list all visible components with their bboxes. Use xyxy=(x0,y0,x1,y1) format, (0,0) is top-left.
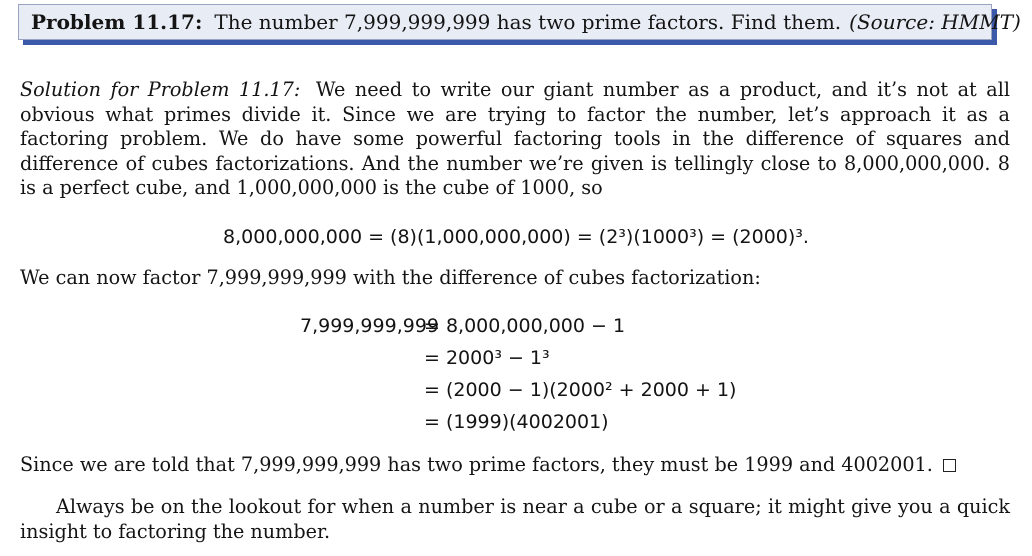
transition-text: We can now factor 7,999,999,999 with the difference of cubes factorization: xyxy=(20,266,761,289)
problem-label: Problem 11.17: xyxy=(31,10,203,34)
qed-square-icon xyxy=(943,459,956,472)
solution-lead: Solution for Problem 11.17: xyxy=(20,78,301,101)
factorization-step xyxy=(300,374,736,406)
equation-cube: 8,000,000,000 = (8)(1,000,000,000) = (2³)(1000³) = (2000)³. xyxy=(223,226,809,248)
solution-intro xyxy=(20,78,1010,201)
conclusion xyxy=(20,453,1010,478)
problem-box xyxy=(18,4,1021,40)
tip-paragraph: Always be on the lookout for when a number is near a cube or a square; it might give you a quick insight to factoring the number. xyxy=(20,495,1010,543)
conclusion-text: Since we are told that 7,999,999,999 has two prime factors, they must be 1999 and 4002001. xyxy=(20,453,933,476)
factorization-step xyxy=(300,310,736,342)
factorization-lhs: 7,999,999,999 xyxy=(300,315,440,337)
factorization-step xyxy=(300,342,736,374)
factorization-steps xyxy=(300,310,736,438)
problem-source: (Source: HMMT) xyxy=(849,10,1021,34)
factorization-rhs: = (2000 − 1)(2000² + 2000 + 1) xyxy=(424,379,737,401)
factorization-rhs: = 2000³ − 1³ xyxy=(424,347,550,369)
factorization-step xyxy=(300,406,736,438)
problem-text: The number 7,999,999,999 has two prime factors. Find them. xyxy=(214,10,842,34)
solution-intro-text: We need to write our giant number as a product, and it’s not at all obvious what primes divide it. Since we are trying to factor the number, let’s approach it as a factoring problem. We do have some powerful factoring tools in the difference of squares and difference of cubes factorizations. And the number we’re given is tellingly close to 8,000,000,000. 8 is a perfect cube, and 1,000,000,000 is the cube of 1000, so xyxy=(20,78,1010,199)
factorization-rhs: = 8,000,000,000 − 1 xyxy=(424,315,626,337)
factorization-rhs: = (1999)(4002001) xyxy=(424,411,609,433)
